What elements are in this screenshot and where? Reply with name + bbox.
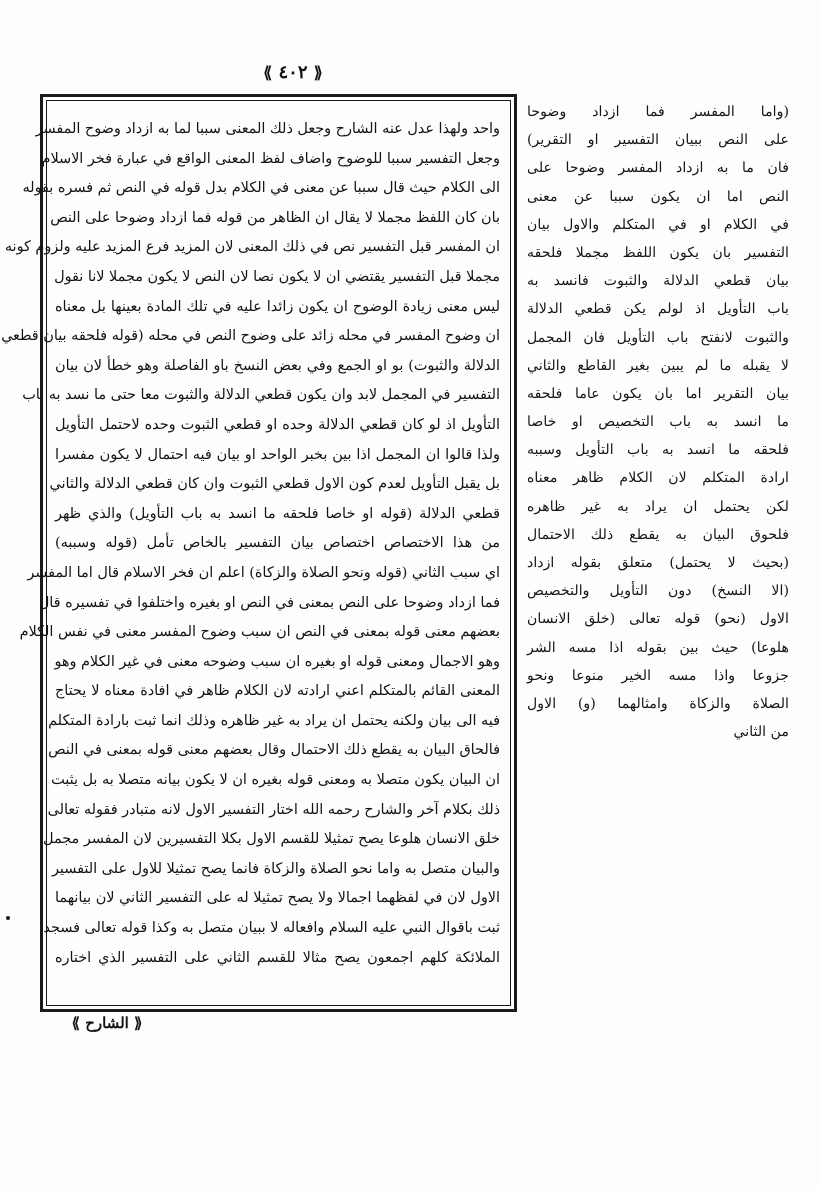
commentary-line: الملائكة كلهم اجمعون يصح مثالا للقسم الثاني على التفسير الذي اختاره (55, 949, 500, 966)
matn-line: فلحوق البيان به يقطع ذلك الاحتمال (527, 526, 789, 543)
matn-line: بيان قطعي الدلالة والثبوت فانسد به (527, 273, 789, 290)
matn-line: والثبوت لانفتح باب التأويل فان المجمل (527, 329, 789, 346)
commentary-line: ولذا قالوا ان المجمل اذا بين بخبر الواحد او بيان فيه احتمال لا يكون مفسرا (55, 446, 500, 463)
commentary-line: والبيان متصل به واما نحو الصلاة والزكاة فانما يصح تمثيلا للاول على التفسير (51, 860, 500, 877)
catchword-text: الشارح (85, 1014, 129, 1032)
matn-line: هلوعا) حيث بين بقوله اذا مسه الشر (527, 639, 789, 656)
commentary-line: فالحاق البيان به يقطع ذلك الاحتمال وقال بعضهم معنى قوله بمعنى في النص (48, 742, 500, 759)
matn-line: جزوعا واذا مسه الخير منوعا ونحو (527, 667, 789, 684)
commentary-line: وهو الاجمال ومعنى قوله او بغيره ان سبب وضوحه معنى في غير الكلام وهو (54, 653, 500, 670)
matn-line: ما انسد به باب التخصيص او خاصا (527, 414, 789, 431)
commentary-line: ان وضوح المفسر في محله زائد على وضوح النص في محله (قوله فلحقه بيان قطعي (1, 328, 500, 345)
matn-line: ارادة المتكلم لان الكلام ظاهر معناه (527, 470, 789, 487)
matn-line: (واما المفسر فما ازداد وضوحا (527, 104, 789, 120)
commentary-line: ان المفسر قبل التفسير نص في ذلك المعنى لان المزيد فرع المزيد عليه ولزوم كونه (4, 239, 500, 256)
commentary-line: وجعل التفسير سببا للوضوح واضاف لفظ المعنى الواقع في عبارة فخر الاسلام (41, 150, 500, 167)
matn-line: على النص ببيان التفسير او التقرير) (527, 132, 789, 149)
matn-line: (بحيث لا يحتمل) متعلق بقوله ازداد (527, 555, 789, 571)
matn-line: في الكلام او في المتكلم والاول بيان (527, 216, 789, 233)
commentary-line: الاول لان في لفظهما اجمالا ولا يصح تمثيلا له على التفسير الثاني لان بيانهما (55, 890, 500, 907)
commentary-line: المعنى القائم بالمتكلم اعني ارادته لان الكلام ظاهر في افادة معناه لا يحتاج (55, 683, 500, 700)
commentary-line: التأويل اذ لو كان قطعي الدلالة وحده او قطعي الثبوت وحده لاحتمل التأويل (55, 416, 500, 433)
commentary-line: بان كان اللفظ مجملا لا يقال ان الظاهر من قوله فما ازداد وضوحا على النص (50, 209, 500, 226)
page-number-value: ٤٠٢ (278, 62, 308, 83)
commentary-frame (1, 94, 517, 1012)
commentary-line: الدلالة والثبوت) بو او الجمع وفي بعض النسخ باو الفاصلة وهو خطأ لان بيان (55, 357, 500, 374)
commentary-line: فيه الى بيان ولكنه يحتمل ان يراد به غير ظاهره وذلك انما ثبت بارادة المتكلم (48, 712, 500, 729)
catchword-ornament-right: ⟫ (71, 1014, 80, 1032)
commentary-line: التفسير في المجمل لابد وان يكون قطعي الدلالة والثبوت معا حتى ما نسد به باب (22, 387, 500, 404)
matn-line: فلحقه ما انسد به باب التأويل وسببه (527, 442, 789, 459)
commentary-line: من هذا الاختصاص اختصاص بيان التفسير بالخاص تأمل (قوله وسببه) (55, 535, 500, 552)
catchword (62, 1014, 152, 1032)
matn-line: الاول (نحو) قوله تعالى (خلق الانسان (527, 611, 789, 628)
commentary-line: ذلك بكلام آخر والشارح رحمه الله اختار التفسير الاول لانه متبادر فقوله تعالى (47, 801, 500, 818)
commentary-line: الى الكلام حيث قال سببا عن معنى في الكلام بدل قوله في النص ثم فسره بقوله (22, 180, 500, 197)
commentary-line: اي سبب الثاني (قوله ونحو الصلاة والزكاة) اعلم ان فخر الاسلام قال اما المفسر (27, 564, 500, 581)
matn-margin-column (527, 98, 789, 746)
matn-line: بيان التقرير اما بان يكون عاما فلحقه (527, 385, 789, 402)
commentary-line: قطعي الدلالة (قوله او خاصا فلحقه ما انسد به باب التأويل) والذي ظهر (55, 505, 500, 522)
catchword-ornament-left: ⟪ (134, 1014, 143, 1032)
page-number (238, 62, 348, 83)
commentary-line: خلق الانسان هلوعا يصح تمثيلا للقسم الاول بكلا التفسيرين لان المفسر مجمل (43, 831, 500, 848)
commentary-line: بل يقبل التأويل لعدم كون الاول قطعي الثبوت وان كان قطعي الدلالة والثاني (49, 476, 500, 493)
matn-line: التفسير بان يكون اللفظ مجملا فلحقه (527, 244, 789, 261)
matn-line: لكن يحتمل ان يراد به غير ظاهره (527, 498, 789, 515)
matn-line: النص اما ان يكون سببا عن معنى (527, 188, 789, 205)
ornament-left: ⟪ (313, 63, 323, 82)
matn-line: من الثاني (733, 724, 789, 741)
commentary-line: واحد ولهذا عدل عنه الشارح وجعل ذلك المعنى سببا لما به ازداد وضوح المفسر (35, 121, 500, 137)
ornament-right: ⟫ (263, 63, 273, 82)
matn-line: فان ما به ازداد المفسر وضوحا على (527, 160, 789, 177)
matn-line: (الا النسخ) دون التأويل والتخصيص (527, 583, 789, 600)
matn-line: الصلاة والزكاة وامثالهما (و) الاول (527, 695, 789, 712)
matn-line: لا يقبله ما لم يبين بغير القاطع والثاني (527, 357, 789, 374)
commentary-body (1, 100, 511, 1006)
stray-ink-mark (6, 916, 10, 920)
commentary-line: فما ازداد وضوحا على النص بمعنى في النص او بغيره واختلفوا في تفسيره قال (38, 594, 500, 611)
commentary-line: ليس معنى زيادة الوضوح ان يكون زائدا عليه في تلك المادة بعينها بل معناه (55, 298, 500, 315)
commentary-line: مجملا قبل التفسير يقتضي ان لا يكون نصا لان النص لا يكون مجملا لانا نقول (54, 268, 500, 285)
commentary-line: ثبت باقوال النبي عليه السلام وافعاله لا ببيان متصل به وكذا قوله تعالى فسجد (43, 920, 500, 937)
matn-line: باب التأويل اذ لولم يكن قطعي الدلالة (527, 301, 789, 318)
commentary-line: ان البيان يكون متصلا به ومعنى قوله بغيره ان لا يكون بيانه متصلا به بل يثبت (51, 772, 500, 789)
commentary-line: بعضهم معنى قوله بمعنى في النص ان سبب وضوح المفسر معنى في نفس الكلام (19, 624, 500, 641)
